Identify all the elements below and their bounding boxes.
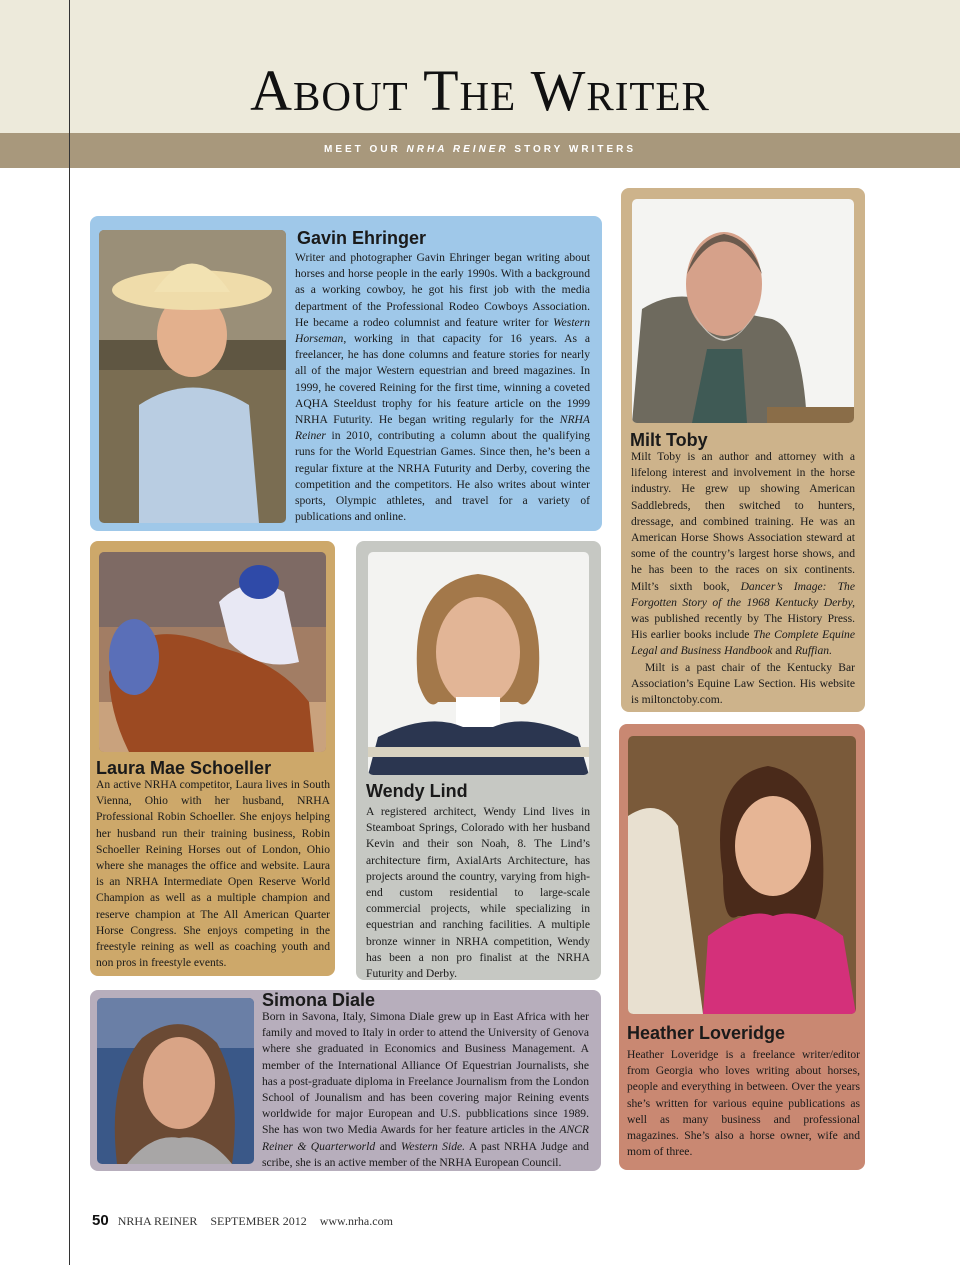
- writer-name-milt: Milt Toby: [630, 430, 708, 450]
- bio-text: was published recently by The History Press. His earlier books include: [631, 612, 855, 642]
- bio-italic-text: ANCR Reiner & Quarterworld: [262, 1123, 589, 1153]
- subtitle-post: STORY WRITERS: [514, 144, 637, 155]
- bio-text: Born in Savona, Italy, Simona Diale grew up in East Africa with her family and moved to Italy in order to attend the University of Genova where she graduated in Economics and Business Management. A member of the International Alliance Of Equestrian Journalists, she has a post-graduate diploma in Freelance Journalism from the London School of Jounalism and has been covering major Reining events worldwide for major European and U.S. pubblications since 1989. She has won two Media Awards for her feature articles in the: [262, 1010, 589, 1137]
- bio-text: in 2010, contributing a column about the qualifying runs for the World Equestrian Games. Since then, he’s been a regular fixture at the NRHA Futurity and Derby, covering the competition and the competitors. He also writes about winter sports, Olympic athletes, and travel for a variety of publications and online.: [295, 429, 590, 524]
- bio-paragraph-2: Milt is a past chair of the Kentucky Bar Association’s Equine Law Section. His website is miltonctoby.com.: [631, 660, 855, 707]
- bio-text: and: [775, 644, 793, 658]
- writer-bio-milt: [631, 449, 855, 708]
- writer-bio-gavin: [295, 250, 590, 525]
- writer-photo-heather: [628, 736, 856, 1014]
- page-subtitle: [0, 144, 960, 155]
- writer-name-gavin: Gavin Ehringer: [297, 228, 427, 248]
- writer-name-simona: Simona Diale: [262, 990, 376, 1010]
- bio-italic-text: NRHA Reiner: [295, 413, 590, 443]
- bio-italic-text: Western Side.: [400, 1139, 466, 1153]
- writer-name-wendy: Wendy Lind: [366, 781, 468, 801]
- subtitle-pre: MEET OUR: [323, 144, 401, 155]
- page-number: 50: [92, 1212, 109, 1229]
- page-title: About The Writer: [250, 58, 710, 123]
- bio-italic-text: Ruffian.: [794, 644, 832, 658]
- bio-text: A past NRHA Judge and scribe, she is an active member of the NRHA European Council.: [262, 1139, 589, 1169]
- bio-italic-text: The Complete Equine Legal and Business Handbook: [631, 628, 855, 658]
- subtitle-magazine: NRHA REINER: [406, 144, 509, 155]
- footer-issue: SEPTEMBER 2012: [210, 1214, 307, 1228]
- writer-photo-milt: [632, 199, 854, 423]
- writer-bio-laura: An active NRHA competitor, Laura lives in South Vienna, Ohio with her husband, NRHA Professional Robin Schoeller. She enjoys helping her husband run their training business, Robin Schoeller Reining Horses out of London, Ohio where she manages the office and website. Laura is an NRHA Intermediate Open Reserve World Champion as well as a multiple champion and reserve champion at The All American Quarter Horse Congress. She enjoys competing in the freestyle reining as well as coaching youth and non pros in freestyle events.: [96, 778, 330, 970]
- bio-text: and: [379, 1139, 397, 1153]
- bio-text: Milt Toby is an author and attorney with a lifelong interest and involvement in the horse industry. He grew up showing American Saddlebreds, then switched to hunters, dressage, and combined training. He was an American Horse Shows Association steward at some of the country’s largest horse shows, and he has been to the races on six continents. Milt’s sixth book,: [631, 450, 855, 593]
- bio-italic-text: Western Horseman: [295, 315, 590, 346]
- writer-bio-heather: Heather Loveridge is a freelance writer/editor from Georgia who loves writing about horses, people and everything in between. Over the years she’s written for various equine publications as well as many business and professional magazines. She’s also a horse owner, wife and mom of three.: [627, 1048, 860, 1159]
- margin-rule: [69, 0, 70, 1265]
- bio-text: , working in that capacity for 16 years. As a freelancer, he has done columns and feature stories for nearly all of the major Western equestrian and breed magazines. In 1999, he covered Reining for the first time, winning a coveted AQHA Steeldust trophy for his feature article on the 1999 NRHA Futurity. He began writing regularly for the: [295, 332, 590, 427]
- writer-photo-simona: [97, 998, 254, 1164]
- writer-photo-wendy: [368, 552, 589, 775]
- footer-url: www.nrha.com: [319, 1214, 393, 1228]
- writer-photo-laura: [99, 552, 326, 752]
- writer-name-heather: Heather Loveridge: [627, 1023, 786, 1043]
- writer-name-laura: Laura Mae Schoeller: [96, 758, 272, 778]
- writer-photo-gavin: [99, 230, 286, 523]
- page-footer: [92, 1212, 393, 1229]
- bio-text: Writer and photographer Gavin Ehringer began writing about horses and horse people in the early 1990s. With a background as a working cowboy, he got his first job with the media department of the Professional Rodeo Cowboys Association. He became a rodeo columnist and feature writer for: [295, 251, 590, 329]
- footer-magazine: NRHA REINER: [117, 1214, 198, 1228]
- bio-italic-text: Dancer’s Image: The Forgotten Story of the 1968 Kentucky Derby,: [631, 579, 855, 609]
- writer-bio-wendy: A registered architect, Wendy Lind lives in Steamboat Springs, Colorado with her husband Kevin and their son Noah, 8. The Lind’s architecture firm, AxialArts Architecture, has projects around the country, varying from high-end custom residential to large-scale commercial projects, while specializing in equestrian and ranching facilities. A multiple bronze winner in NRHA competition, Wendy has been a non pro finalist at the NRHA Futurity and Derby.: [366, 805, 590, 981]
- writer-bio-simona: [262, 1009, 589, 1171]
